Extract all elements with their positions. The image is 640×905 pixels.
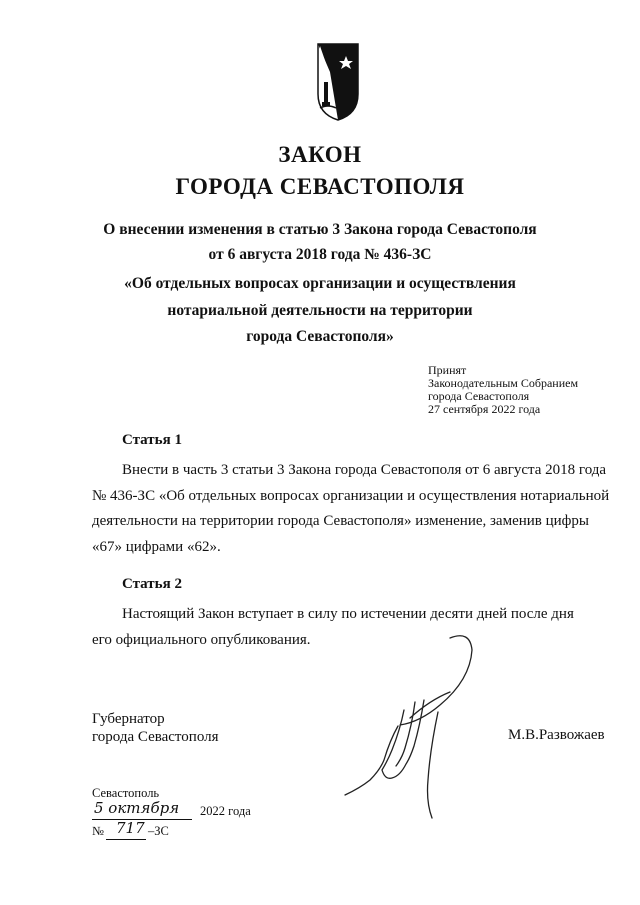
- title-line-1: ЗАКОН: [278, 142, 362, 167]
- title-line-2: ГОРОДА СЕВАСТОПОЛЯ: [175, 174, 465, 199]
- number-underline: [106, 839, 146, 840]
- adoption-line-2: Законодательным Собранием: [428, 376, 579, 390]
- article-2-heading: Статья 2: [122, 576, 182, 592]
- article-1-line: № 436-ЗС «Об отдельных вопросах организации и осуществления нотариальной: [92, 487, 610, 504]
- subtitle-line-2: от 6 августа 2018 года № 436-ЗС: [208, 246, 432, 263]
- article-1-text: [92, 458, 610, 560]
- subtitle-line-5: города Севастополя»: [246, 328, 394, 345]
- position-line-2: города Севастополя: [92, 729, 219, 745]
- adoption-line-1: Принят: [428, 363, 467, 377]
- subtitle-line-1: О внесении изменения в статью 3 Закона города Севастополя: [103, 221, 537, 238]
- year-label: 2022 года: [200, 804, 251, 818]
- article-1-line: Внести в часть 3 статьи 3 Закона города Севастополя от 6 августа 2018 года: [122, 462, 607, 478]
- position-line-1: Губернатор: [92, 711, 165, 727]
- handwritten-signature: [320, 630, 500, 820]
- adoption-note: [428, 364, 578, 416]
- number-suffix: –ЗС: [148, 824, 169, 838]
- signatory-position: [92, 710, 219, 746]
- subtitle-line-4: нотариальной деятельности на территории: [167, 302, 473, 319]
- article-2-line: Настоящий Закон вступает в силу по истечении десяти дней после дня: [122, 606, 574, 622]
- signatory-name: М.В.Развожаев: [508, 727, 605, 743]
- handwritten-number: 717: [116, 819, 145, 837]
- adoption-line-3: города Севастополя: [428, 389, 530, 403]
- coat-of-arms-emblem: [316, 42, 360, 122]
- number-row: [92, 819, 292, 842]
- article-1-line: деятельности на территории города Севастополя» изменение, заменив цифры: [92, 513, 589, 529]
- article-2-line: его официального опубликования.: [92, 631, 311, 648]
- subtitle-line-3: «Об отдельных вопросах организации и осуществления: [124, 275, 516, 292]
- number-prefix: №: [92, 824, 104, 838]
- article-1-heading: Статья 1: [122, 432, 182, 448]
- article-1-line: «67» цифрами «62».: [92, 538, 221, 555]
- handwritten-date: 5 октября: [94, 799, 180, 817]
- adoption-date: 27 сентября 2022 года: [428, 402, 541, 416]
- place-of-signing: Севастополь: [92, 786, 160, 800]
